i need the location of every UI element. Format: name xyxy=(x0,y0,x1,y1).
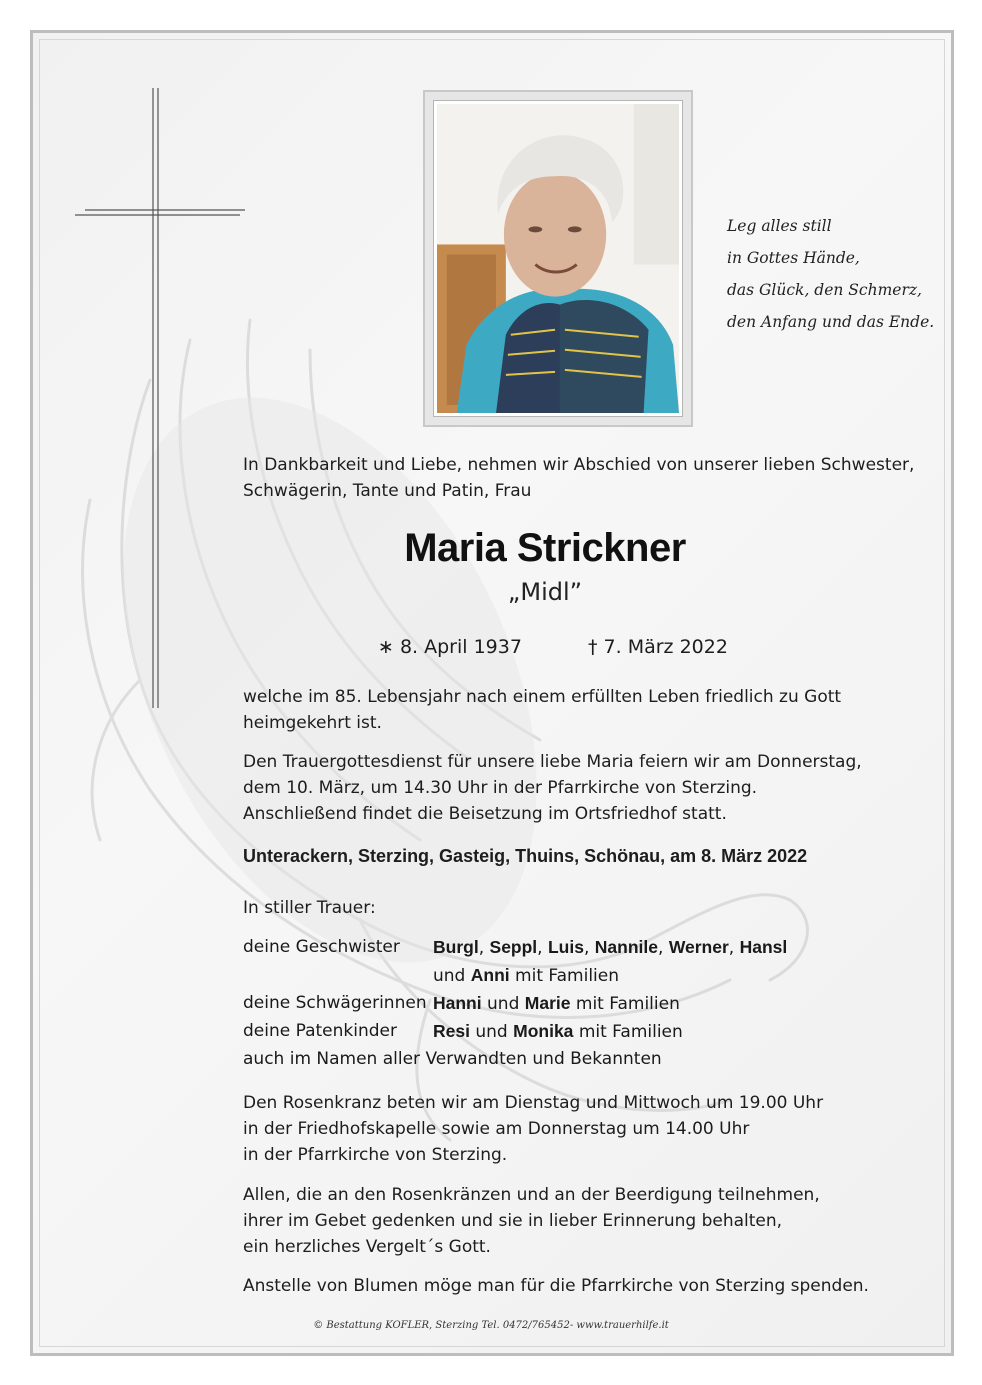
mourner-name: Monika xyxy=(513,1021,574,1041)
paragraph-line: Allen, die an den Rosenkränzen und an der Beerdigung teilnehmen, xyxy=(243,1185,820,1205)
mourner-row xyxy=(243,1018,787,1046)
separator: , xyxy=(728,938,740,958)
paragraph-rosary xyxy=(243,1090,933,1168)
mourner-name: Resi xyxy=(433,1021,470,1041)
connector: und xyxy=(433,966,471,986)
birth-date: ∗ 8. April 1937 xyxy=(378,636,522,658)
poem-line: Leg alles still xyxy=(727,217,832,235)
mourner-row xyxy=(243,990,787,1018)
paragraph-line: in der Pfarrkirche von Sterzing. xyxy=(243,1145,508,1165)
paragraph-line: Den Trauergottesdienst für unsere liebe Maria feiern wir am Donnerstag, xyxy=(243,752,862,772)
mourner-role: deine Geschwister xyxy=(243,937,400,957)
paragraph-line: heimgekehrt ist. xyxy=(243,713,382,733)
mourner-name: Luis xyxy=(547,937,584,957)
connector: und xyxy=(481,994,525,1014)
paragraph-line: Den Rosenkranz beten wir am Dienstag und Mittwoch um 19.00 Uhr xyxy=(243,1093,824,1113)
paragraph-thanks xyxy=(243,1182,933,1260)
separator: , xyxy=(583,938,595,958)
connector: mit Familien xyxy=(573,1022,683,1042)
paragraph-donation: Anstelle von Blumen möge man für die Pfarrkirche von Sterzing spenden. xyxy=(243,1276,869,1296)
mourner-row xyxy=(243,934,787,962)
mourner-row xyxy=(243,1046,787,1073)
mourner-names xyxy=(433,1018,683,1046)
mourner-name: Hansl xyxy=(739,937,788,957)
death-date: † 7. März 2022 xyxy=(588,636,728,658)
intro-text xyxy=(243,452,933,504)
paragraph-line: ein herzliches Vergelt´s Gott. xyxy=(243,1237,491,1257)
life-dates xyxy=(243,634,933,660)
mourner-name: Burgl xyxy=(433,937,479,957)
cross-icon xyxy=(70,88,250,718)
connector: mit Familien xyxy=(509,966,619,986)
separator: , xyxy=(537,938,548,958)
paragraph-passing xyxy=(243,684,933,736)
poem xyxy=(727,210,947,338)
funeral-home-footer: © Bestattung KOFLER, Sterzing Tel. 0472/765452- www.trauerhilfe.it xyxy=(313,1320,669,1331)
in-stiller-trauer-heading: In stiller Trauer: xyxy=(243,898,376,918)
deceased-nickname: „Midl” xyxy=(507,578,583,606)
mourner-name: Marie xyxy=(524,993,571,1013)
separator: , xyxy=(478,938,490,958)
poem-line: den Anfang und das Ende. xyxy=(727,313,935,331)
deceased-name: Maria Strickner xyxy=(404,526,686,570)
paragraph-line: Anschließend findet die Beisetzung im Ortsfriedhof statt. xyxy=(243,804,727,824)
mourner-names xyxy=(433,990,680,1018)
paragraph-line: dem 10. März, um 14.30 Uhr in der Pfarrkirche von Sterzing. xyxy=(243,778,758,798)
mourner-name: Anni xyxy=(470,965,510,985)
mourners-list xyxy=(243,934,787,1073)
intro-line: Schwägerin, Tante und Patin, Frau xyxy=(243,481,532,501)
mourner-row xyxy=(243,962,787,990)
mourner-name: Hanni xyxy=(433,993,482,1013)
paragraph-line: ihrer im Gebet gedenken und sie in lieber Erinnerung behalten, xyxy=(243,1211,783,1231)
mourner-name: Nannile xyxy=(594,937,658,957)
paragraph-funeral-service xyxy=(243,749,933,827)
poem-line: in Gottes Hände, xyxy=(727,249,860,267)
mourner-closing: auch im Namen aller Verwandten und Bekannten xyxy=(243,1049,662,1069)
mourner-names xyxy=(433,934,787,962)
place-and-date: Unterackern, Sterzing, Gasteig, Thuins, Schönau, am 8. März 2022 xyxy=(243,846,808,866)
portrait-photo xyxy=(437,104,679,413)
connector: und xyxy=(469,1022,514,1042)
intro-line: In Dankbarkeit und Liebe, nehmen wir Abschied von unserer lieben Schwester, xyxy=(243,455,915,475)
mourner-role: deine Patenkinder xyxy=(243,1021,397,1041)
mourner-name: Seppl xyxy=(489,937,538,957)
connector: mit Familien xyxy=(570,994,680,1014)
mourner-name: Werner xyxy=(668,937,729,957)
paragraph-line: in der Friedhofskapelle sowie am Donnerstag um 14.00 Uhr xyxy=(243,1119,750,1139)
portrait-photo-frame xyxy=(423,90,693,427)
poem-line: das Glück, den Schmerz, xyxy=(727,281,922,299)
separator: , xyxy=(658,938,669,958)
mourner-names xyxy=(433,962,619,990)
paragraph-line: welche im 85. Lebensjahr nach einem erfüllten Leben friedlich zu Gott xyxy=(243,687,842,707)
mourner-role: deine Schwägerinnen xyxy=(243,993,427,1013)
